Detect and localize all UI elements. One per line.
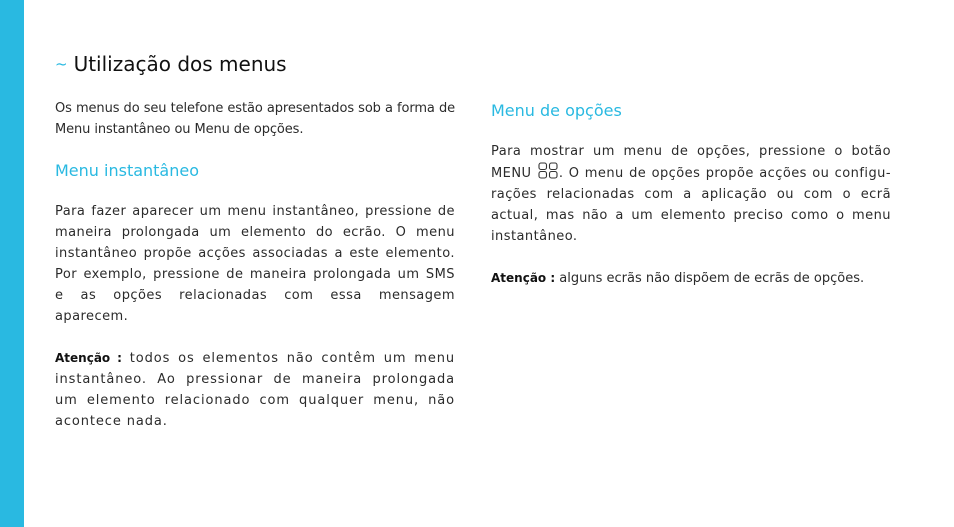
- options-menu-text-post: . O menu de opções propõe acções ou configu-rações relacionadas com a aplicação ou com o ecrã actual, mas não a um elemento preciso como o menu instantâneo.: [491, 166, 891, 244]
- options-menu-paragraph: [491, 141, 891, 247]
- instant-menu-text-b: Por exemplo, pressione de maneira prolongada um SMS e as opções relacionadas com essa mensagem aparecem.: [55, 267, 455, 324]
- title-text: Utilização dos menus: [73, 52, 287, 76]
- options-menu-note: [491, 268, 891, 289]
- left-column: [55, 98, 455, 432]
- note-label: Atenção :: [55, 351, 122, 365]
- menu-grid-icon: [538, 162, 558, 179]
- options-menu-text-pre: Para mostrar um menu de opções, pressione o botão MENU: [491, 144, 891, 181]
- page-title: [55, 52, 287, 76]
- note-text: todos os elementos não contêm um menu instantâneo. Ao pressionar de maneira prolongada um elemento relacionado com qualquer menu, não acontece nada.: [55, 351, 455, 429]
- right-column: [491, 98, 891, 289]
- section-title-instant-menu: Menu instantâneo: [55, 161, 200, 180]
- side-accent-bar: [0, 0, 24, 527]
- options-note-label: Atenção :: [491, 271, 556, 285]
- title-tilde: ~: [55, 55, 68, 73]
- instant-menu-paragraph: [55, 201, 455, 327]
- instant-menu-note: [55, 348, 455, 432]
- intro-paragraph: Os menus do seu telefone estão apresentados sob a forma de Menu instantâneo ou Menu de opções.: [55, 101, 455, 137]
- section-title-options-menu: Menu de opções: [491, 101, 622, 120]
- instant-menu-text-a: Para fazer aparecer um menu instantâneo, pressione de maneira prolongada um elemento do ecrão. O menu instantâneo propõe acções associadas a este elemento.: [55, 204, 455, 261]
- options-note-text: alguns ecrãs não dispõem de ecrãs de opções.: [555, 271, 865, 286]
